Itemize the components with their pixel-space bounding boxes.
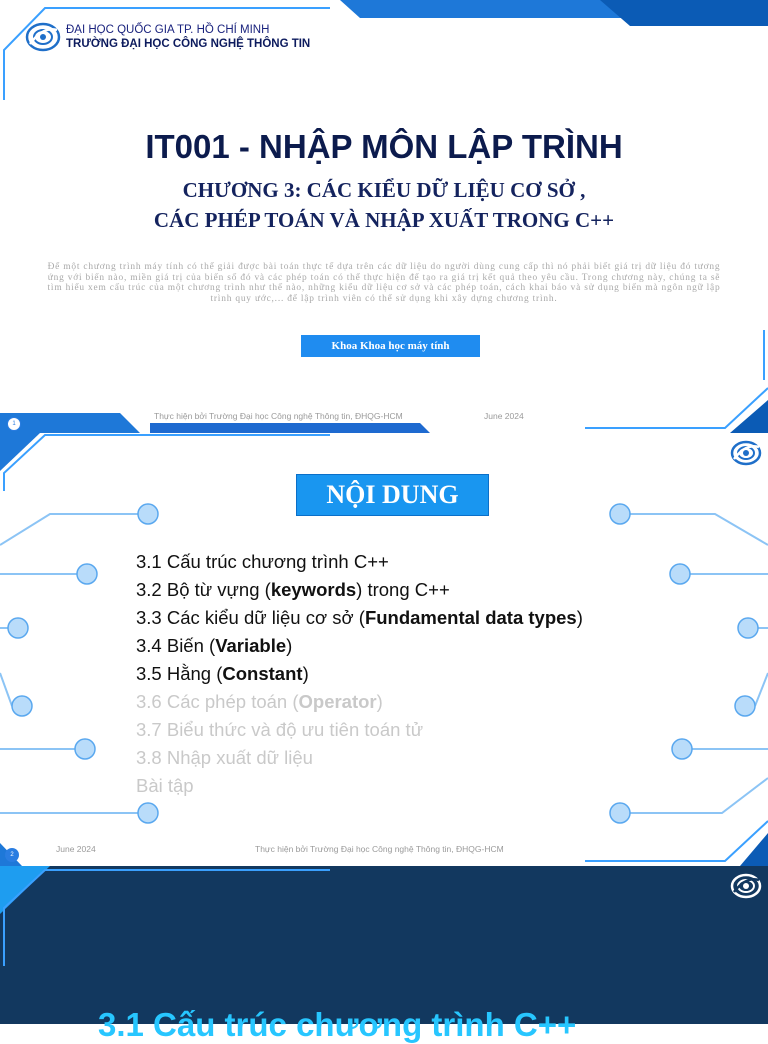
contents-slide <box>0 433 768 866</box>
footer-credit: Thực hiện bởi Trường Đại học Công nghệ Thông tin, ĐHQG-HCM <box>255 844 504 854</box>
school-name: TRƯỜNG ĐẠI HỌC CÔNG NGHỆ THÔNG TIN <box>66 38 311 50</box>
toc-item-pre: 3.7 Biểu thức và độ ưu tiên toán tử <box>136 719 424 740</box>
toc-item-pre: 3.4 Biến ( <box>136 635 216 656</box>
university-logo-icon <box>729 871 763 901</box>
toc-item-post: ) <box>286 635 293 656</box>
circuit-node-icon <box>610 504 630 524</box>
section-slide <box>0 866 768 1043</box>
toc-item <box>136 772 583 800</box>
section-title: 3.1 Cấu trúc chương trình C++ <box>98 1006 577 1043</box>
toc-item-pre: 3.1 Cấu trúc chương trình C++ <box>136 551 389 572</box>
toc-item-pre: 3.3 Các kiểu dữ liệu cơ sở ( <box>136 607 365 628</box>
university-name: ĐẠI HỌC QUỐC GIA TP. HỒ CHÍ MINH <box>66 24 270 36</box>
circuit-node-icon <box>735 696 755 716</box>
toc-item-bold: Fundamental data types <box>364 607 577 628</box>
toc-item <box>136 548 583 576</box>
toc-item-post: ) <box>302 663 309 684</box>
toc-item <box>136 604 583 632</box>
chapter-title-line-2: CÁC PHÉP TOÁN VÀ NHẬP XUẤT TRONG C++ <box>153 208 615 232</box>
chapter-abstract: Để một chương trình máy tính có thể giải được bài toán thực tế dựa trên các dữ liệu do người dùng cung cấp thì nó phải biết giá trị dữ liệu đó tương ứng với biến nào, miền giá trị của biến số đó và các phép toán có thể thực hiện để tạo ra giá trị kết quả theo yêu cầu. Trong chương này, chúng ta sẽ tìm hiểu xem cấu trúc của một chương trình như thế nào, những kiểu dữ liệu cơ sở và các phép toán, cách khai báo và sử dụng biến mà ngôn ngữ lập trình quy ước,... để lập trình viên có thể sử dụng khi xây dựng chương trình. <box>47 262 721 304</box>
toc-item-pre: 3.5 Hằng ( <box>136 663 223 684</box>
toc-item <box>136 716 583 744</box>
circuit-node-icon <box>138 803 158 823</box>
university-logo-icon <box>24 20 62 54</box>
contents-heading: NỘI DUNG <box>296 474 489 516</box>
page-number: 2 <box>5 848 19 862</box>
chapter-title-line-1: CHƯƠNG 3: CÁC KIỂU DỮ LIỆU CƠ SỞ , <box>182 178 586 202</box>
circuit-node-icon <box>610 803 630 823</box>
toc-item-bold: keywords <box>270 579 357 600</box>
toc-item <box>136 744 583 772</box>
university-header <box>66 23 310 51</box>
circuit-node-icon <box>670 564 690 584</box>
toc-item <box>136 688 583 716</box>
department-badge: Khoa Khoa học máy tính <box>301 335 480 357</box>
toc-item-post: ) <box>376 691 383 712</box>
circuit-node-icon <box>738 618 758 638</box>
circuit-node-icon <box>12 696 32 716</box>
circuit-node-icon <box>75 739 95 759</box>
footer-credit: Thực hiện bởi Trường Đại học Công nghệ Thông tin, ĐHQG-HCM <box>154 411 403 421</box>
circuit-node-icon <box>77 564 97 584</box>
course-title: IT001 - NHẬP MÔN LẬP TRÌNH <box>145 128 623 165</box>
circuit-node-icon <box>138 504 158 524</box>
title-slide <box>0 0 768 433</box>
toc-item <box>136 632 583 660</box>
page-number: 1 <box>7 417 21 431</box>
slide3-decoration <box>0 866 768 1024</box>
toc-item-post: ) trong C++ <box>356 579 450 600</box>
toc-item-bold: Operator <box>298 691 377 712</box>
table-of-contents <box>136 548 583 800</box>
circuit-node-icon <box>672 739 692 759</box>
university-logo-icon <box>729 438 763 468</box>
toc-item-post: ) <box>576 607 583 628</box>
toc-item <box>136 660 583 688</box>
footer-date: June 2024 <box>484 411 524 421</box>
toc-item-pre: 3.6 Các phép toán ( <box>136 691 299 712</box>
toc-item-bold: Variable <box>215 635 287 656</box>
footer-date: June 2024 <box>56 844 96 854</box>
toc-item-bold: Constant <box>222 663 303 684</box>
toc-item-pre: Bài tập <box>136 775 194 796</box>
circuit-node-icon <box>8 618 28 638</box>
toc-item-pre: 3.2 Bộ từ vựng ( <box>136 579 271 600</box>
toc-item-pre: 3.8 Nhập xuất dữ liệu <box>136 747 313 768</box>
toc-item <box>136 576 583 604</box>
